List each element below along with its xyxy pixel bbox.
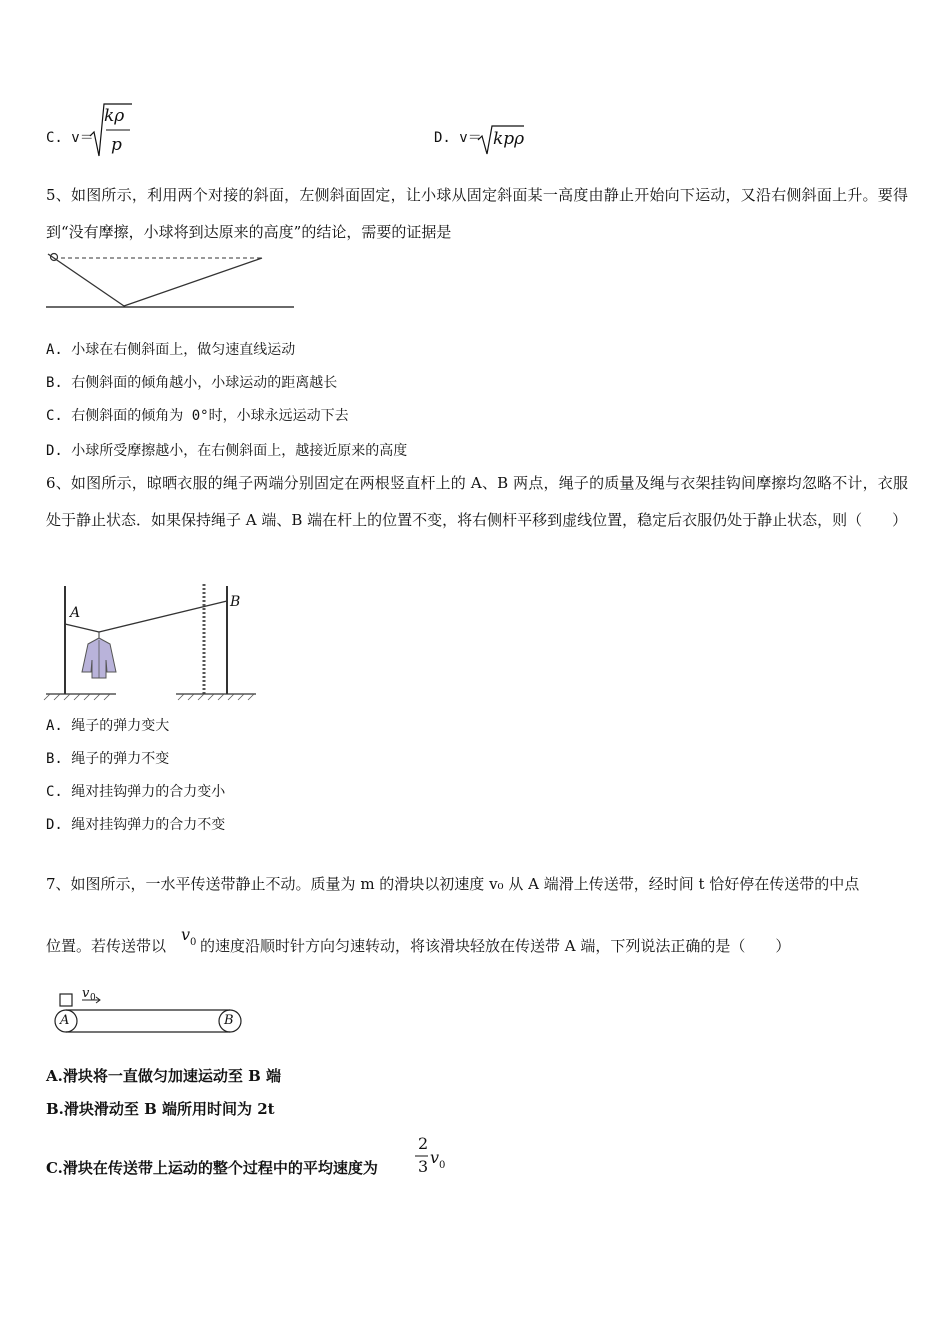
q5-option-a: A. 小球在右侧斜面上，做匀速直线运动	[46, 342, 296, 358]
q7-diagram-v-subscript: 0	[90, 993, 96, 1003]
q7-wheel-b-label: B	[224, 1013, 234, 1028]
q6-option-b: B. 绳子的弹力不变	[46, 751, 170, 767]
q5-incline-diagram	[44, 250, 296, 312]
q5-option-c: C. 右侧斜面的倾角为 0°时，小球永远运动下去	[46, 408, 349, 424]
q7-fraction-denominator: 3	[418, 1157, 429, 1176]
q5-stem: 5、如图所示，利用两个对接的斜面，左侧斜面固定，让小球从固定斜面某一高度由静止开始向下运动，又沿右侧斜面上升。要得到“没有摩擦，小球将到达原来的高度”的结论，需要的证据是	[46, 186, 908, 241]
q4-option-d-prefix: D. v＝	[434, 130, 482, 146]
q7-stem-line2-end: 的速度沿顺时针方向匀速转动，将该滑块轻放在传送带 A 端，下列说法正确的是（ ）	[200, 937, 791, 955]
q4-option-c-denominator: p	[111, 135, 122, 155]
q7-stem-speed-symbol: v	[181, 925, 191, 944]
q4-option-d-radicand: kpρ	[493, 129, 525, 149]
q6-option-c: C. 绳对挂钩弹力的合力变小	[46, 784, 226, 800]
q7-conveyor-diagram	[50, 985, 250, 1037]
q7-wheel-a-label: A	[60, 1013, 70, 1028]
q5-option-d: D. 小球所受摩擦越小，在右侧斜面上，越接近原来的高度	[46, 443, 408, 459]
q6-option-d: D. 绳对挂钩弹力的合力不变	[46, 817, 226, 833]
q7-option-b: B.滑块滑动至 B 端所用时间为 2t	[46, 1100, 275, 1118]
q6-option-a: A. 绳子的弹力变大	[46, 718, 170, 734]
q7-stem-speed-subscript: 0	[190, 937, 197, 948]
q7-diagram-v-symbol: v	[82, 986, 90, 1001]
q7-stem-line2-start: 位置。若传送带以	[46, 937, 167, 955]
q7-fraction-speed-subscript: 0	[439, 1160, 446, 1171]
q4-option-c-numerator: kρ	[104, 106, 125, 126]
q6-label-b: B	[230, 594, 241, 610]
q4-option-c-prefix: C. v＝	[46, 130, 94, 146]
q7-option-c: C.滑块在传送带上运动的整个过程中的平均速度为	[46, 1159, 378, 1177]
q7-stem-line1: 7、如图所示，一水平传送带静止不动。质量为 m 的滑块以初速度 v₀ 从 A 端滑上传送带，经时间 t 恰好停在传送带的中点	[46, 875, 860, 893]
q7-option-a: A.滑块将一直做匀加速运动至 B 端	[46, 1067, 281, 1085]
q6-stem: 6、如图所示，晾晒衣服的绳子两端分别固定在两根竖直杆上的 A、B 两点，绳子的质量及绳与衣架挂钩间摩擦均忽略不计，衣服处于静止状态．如果保持绳子 A 端、B 端在杆上的位置不变，将右侧杆平移到虚线位置，稳定后衣服仍处于静止状态，则（ ）	[46, 474, 908, 529]
q6-label-a: A	[70, 605, 81, 621]
q5-option-b: B. 右侧斜面的倾角越小，小球运动的距离越长	[46, 375, 338, 391]
q7-fraction-numerator: 2	[418, 1134, 429, 1153]
q7-fraction-speed-symbol: v	[430, 1148, 440, 1167]
q6-clothesline-diagram	[44, 580, 259, 702]
